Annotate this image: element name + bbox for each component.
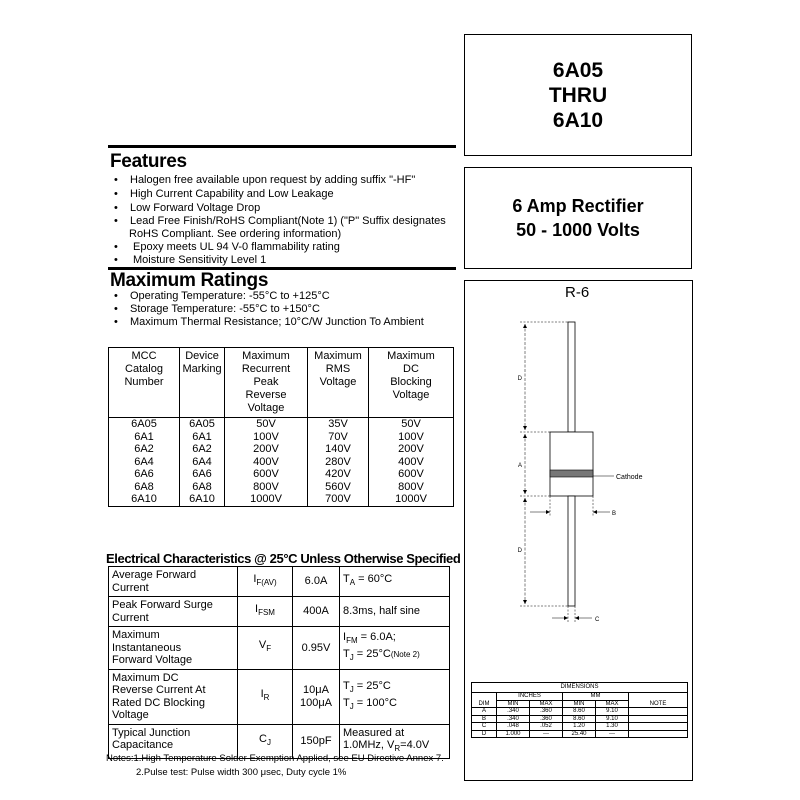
dimensions-table	[471, 682, 688, 738]
list-item: • Operating Temperature: -55°C to +125°C	[112, 290, 424, 303]
dim-c: C	[595, 617, 600, 623]
footnote-1: Notes:1.High Temperature Solder Exemption Applied, see EU Directive Annex 7.	[106, 753, 444, 764]
header-dc-voltage: Maximum DC Blocking Voltage	[369, 348, 454, 418]
max-ratings-heading: Maximum Ratings	[110, 270, 269, 291]
list-item: • High Current Capability and Low Leakage	[112, 188, 446, 201]
dim-b: B	[612, 511, 617, 517]
table-row: Average Forward Current $I_{F(AV)}$ 6.0A $T_A = 60^\circ C$	[109, 567, 450, 597]
table-row: 6A10 6A10 1000V 700V 1000V	[109, 493, 454, 506]
package-drawing	[464, 280, 693, 680]
part-number-box	[464, 34, 692, 156]
table-row: Peak Forward Surge Current $I_{FSM}$ 400A 8.3ms, half sine	[109, 597, 450, 627]
features-heading: Features	[110, 151, 187, 172]
footnotes	[106, 752, 444, 780]
dim-d-bottom: D	[517, 548, 522, 554]
electrical-heading: Electrical Characteristics @ 25°C Unless Otherwise Specified	[106, 551, 461, 566]
table-row: DIMENSIONS	[472, 683, 688, 693]
dim-a: A	[517, 463, 522, 469]
table-row: C .048 .052 1.20 1.30	[472, 723, 688, 731]
features-list	[112, 174, 446, 267]
max-ratings-list	[112, 290, 424, 329]
table-row: D 1.000 --- 25.40 ---	[472, 730, 688, 738]
table-row: MIN MAX MIN MAX	[472, 700, 688, 708]
footnote-2: 2.Pulse test: Pulse width 300 μsec, Duty cycle 1%	[136, 767, 347, 778]
table-row: Maximum Instantaneous Forward Voltage $V_F$ 0.95V $I_{FM} = 6.0A$; $T_J$ = 25°C(Note 2)	[109, 627, 450, 670]
header-rms-voltage: Maximum RMS Voltage	[308, 348, 369, 418]
part-number-line1: 6A05	[552, 58, 604, 82]
description-line2: 50 - 1000 Volts	[516, 220, 640, 240]
table-row: B .340 .360 8.60 9.10	[472, 715, 688, 723]
table-row: A .340 .360 8.60 9.10	[472, 708, 688, 716]
list-item: • Lead Free Finish/RoHS Compliant(Note 1) ("P" Suffix designates	[112, 215, 446, 228]
list-item: • Moisture Sensitivity Level 1	[112, 254, 446, 267]
dim-d-top: D	[517, 376, 522, 382]
cathode-band	[550, 470, 593, 477]
header-catalog: MCC Catalog Number	[109, 348, 180, 418]
header-marking: Device Marking	[180, 348, 225, 418]
part-number-line2: THRU	[548, 83, 608, 107]
table-row: 6A05 6A05 50V 35V 50V	[109, 418, 454, 431]
list-item: • Low Forward Voltage Drop	[112, 202, 446, 215]
features-rule	[108, 145, 456, 148]
package-name: R-6	[565, 284, 590, 301]
table-row: Maximum DC Reverse Current At Rated DC Blocking Voltage $I_R$ 10μA 100μA $T_J = 25^\circ C$ $T_J = 100^\circ C$	[109, 669, 450, 724]
table-row: 6A6 6A6 600V 420V 600V	[109, 468, 454, 481]
cathode-label: Cathode	[616, 474, 643, 481]
max-ratings-table	[108, 347, 454, 507]
table-row: 6A8 6A8 800V 560V 800V	[109, 481, 454, 494]
list-item: • Storage Temperature: -55°C to +150°C	[112, 303, 424, 316]
list-item: • Maximum Thermal Resistance; 10°C/W Junction To Ambient	[112, 316, 424, 329]
part-number-line3: 6A10	[552, 108, 604, 132]
lead-bottom	[568, 496, 575, 606]
table-row: DIM INCHES MM NOTE	[472, 693, 688, 701]
header-peak-voltage: Maximum Recurrent Peak Reverse Voltage	[225, 348, 308, 418]
table-row: 6A4 6A4 400V 280V 400V	[109, 456, 454, 469]
list-item: • Epoxy meets UL 94 V-0 flammability rating	[112, 241, 446, 254]
list-item: • Halogen free available upon request by adding suffix "-HF"	[112, 174, 446, 187]
table-row: 6A1 6A1 100V 70V 100V	[109, 431, 454, 444]
diode-body	[550, 432, 593, 496]
description-box	[464, 167, 692, 269]
table-header-row	[109, 348, 454, 418]
electrical-table	[108, 566, 450, 759]
table-row: 6A2 6A2 200V 140V 200V	[109, 443, 454, 456]
list-item: RoHS Compliant. See ordering information)	[129, 228, 342, 240]
description-line1: 6 Amp Rectifier	[512, 196, 644, 216]
table-row: Typical Junction Capacitance $C_J$ 150pF Measured at 1.0MHz, $V_R=4.0V$	[109, 724, 450, 758]
lead-top	[568, 322, 575, 432]
